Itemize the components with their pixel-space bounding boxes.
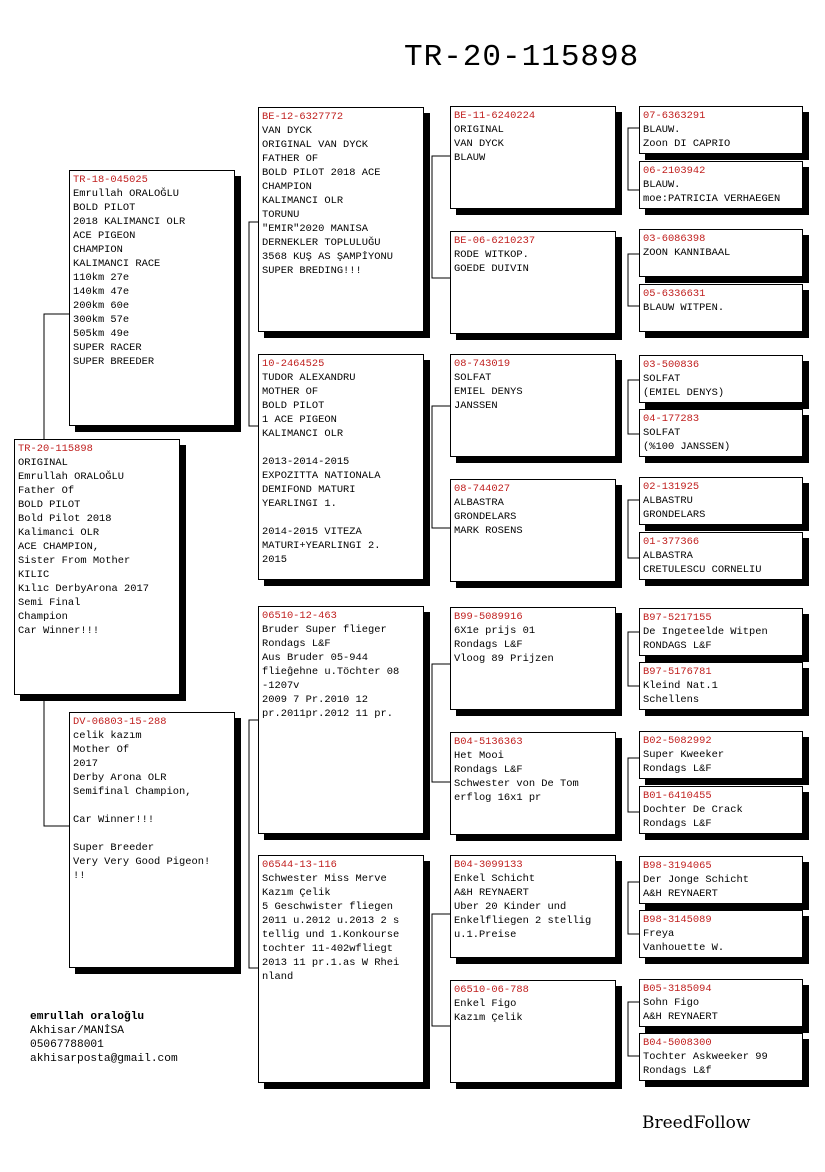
ring-number: 01-377366 xyxy=(643,536,700,548)
great-grandparent-card xyxy=(450,980,616,1083)
ring-number: TR-18-045025 xyxy=(73,174,148,186)
ring-number: B98-3194065 xyxy=(643,860,712,872)
pigeon-info: Tochter Askweeker 99 Rondags L&f xyxy=(643,1051,768,1077)
ancestor-card xyxy=(639,284,803,332)
pigeon-info: ZOON KANNIBAAL xyxy=(643,247,731,259)
grandparent-card xyxy=(258,855,424,1083)
pigeon-info: SOLFAT (%100 JANSSEN) xyxy=(643,427,731,453)
ring-number: B04-5008300 xyxy=(643,1037,712,1049)
ancestor-card xyxy=(639,532,803,580)
pigeon-info: TUDOR ALEXANDRU MOTHER OF BOLD PILOT 1 ACE PIGEON KALIMANCI OLR 2013-2014-2015 EXPOZITTA NATIONALA DEMIFOND MATURI YEARLINGI 1. 2014-2015 VITEZA MATURI+YEARLINGI 2. 2015 xyxy=(262,372,381,566)
dam-card xyxy=(69,712,235,968)
ancestor-card xyxy=(639,608,803,656)
ring-number: 05-6336631 xyxy=(643,288,706,300)
ring-number: 08-744027 xyxy=(454,483,511,495)
ring-number: 03-6086398 xyxy=(643,233,706,245)
ring-number: 06544-13-116 xyxy=(262,859,337,871)
pigeon-info: ALBASTRA GRONDELARS MARK ROSENS xyxy=(454,497,523,537)
pigeon-info: Sohn Figo A&H REYNAERT xyxy=(643,997,718,1023)
pigeon-info: Kleind Nat.1 Schellens xyxy=(643,680,718,706)
pigeon-info: BLAUW. moe:PATRICIA VERHAEGEN xyxy=(643,179,781,205)
ring-number: B01-6410455 xyxy=(643,790,712,802)
pigeon-info: 6X1e prijs 01 Rondags L&F Vloog 89 Prijzen xyxy=(454,625,554,665)
page-title: TR-20-115898 xyxy=(404,40,640,75)
subject-card xyxy=(14,439,180,695)
owner-city: Akhisar/MANİSA xyxy=(30,1025,124,1037)
owner-phone: 05067788001 xyxy=(30,1039,104,1051)
pigeon-info: De Ingeteelde Witpen RONDAGS L&F xyxy=(643,626,768,652)
pigeon-info: Emrullah ORALOĞLU BOLD PILOT 2018 KALIMANCI OLR ACE PIGEON CHAMPION KALIMANCI RACE 110km 27e 140km 47e 200km 60e 300km 57e 505km 49e SUPER RACER SUPER BREEDER xyxy=(73,188,186,368)
great-grandparent-card xyxy=(450,479,616,582)
owner-email: akhisarposta@gmail.com xyxy=(30,1053,178,1065)
ancestor-card xyxy=(639,731,803,779)
ancestor-card xyxy=(639,106,803,154)
ring-number: B99-5089916 xyxy=(454,611,523,623)
ring-number: TR-20-115898 xyxy=(18,443,93,455)
ancestor-card xyxy=(639,355,803,403)
pigeon-info: RODE WITKOP. GOEDE DUIVIN xyxy=(454,249,529,275)
ancestor-card xyxy=(639,910,803,958)
ring-number: BE-06-6210237 xyxy=(454,235,536,247)
pigeon-info: SOLFAT EMIEL DENYS JANSSEN xyxy=(454,372,523,412)
ring-number: B05-3185094 xyxy=(643,983,712,995)
pigeon-info: Schwester Miss Merve Kazım Çelik 5 Geschwister fliegen 2011 u.2012 u.2013 2 s tellig und 1.Konkourse tochter 11-402wfliegt 2013 11 pr.1.as W Rhei nland xyxy=(262,873,400,983)
pigeon-info: Enkel Schicht A&H REYNAERT Uber 20 Kinder und Enkelfliegen 2 stellig u.1.Preise xyxy=(454,873,592,941)
ancestor-card xyxy=(639,786,803,834)
pigeon-info: BLAUW WITPEN. xyxy=(643,302,725,314)
ring-number: 04-177283 xyxy=(643,413,700,425)
ring-number: B98-3145089 xyxy=(643,914,712,926)
ring-number: BE-11-6240224 xyxy=(454,110,536,122)
ring-number: B02-5082992 xyxy=(643,735,712,747)
great-grandparent-card xyxy=(450,354,616,457)
owner-contact xyxy=(30,1010,178,1066)
pigeon-info: SOLFAT (EMIEL DENYS) xyxy=(643,373,725,399)
great-grandparent-card xyxy=(450,607,616,710)
pigeon-info: Freya Vanhouette W. xyxy=(643,928,725,954)
pigeon-info: Enkel Figo Kazım Çelik xyxy=(454,998,523,1024)
ancestor-card xyxy=(639,409,803,457)
pigeon-info: VAN DYCK ORIGINAL VAN DYCK FATHER OF BOLD PILOT 2018 ACE CHAMPION KALIMANCI OLR TORUNU "EMIR"2020 MANISA DERNEKLER TOPLULUĞU 3568 KUŞ AS ŞAMPİYONU SUPER BREDING!!! xyxy=(262,125,393,277)
ancestor-card xyxy=(639,979,803,1027)
ancestor-card xyxy=(639,1033,803,1081)
ring-number: B04-3099133 xyxy=(454,859,523,871)
brand-logo: BreedFollow xyxy=(642,1113,751,1133)
ancestor-card xyxy=(639,161,803,209)
ring-number: 07-6363291 xyxy=(643,110,706,122)
grandparent-card xyxy=(258,107,424,332)
pigeon-info: Der Jonge Schicht A&H REYNAERT xyxy=(643,874,750,900)
great-grandparent-card xyxy=(450,106,616,209)
pigeon-info: Dochter De Crack Rondags L&F xyxy=(643,804,743,830)
ring-number: B97-5217155 xyxy=(643,612,712,624)
ring-number: BE-12-6327772 xyxy=(262,111,344,123)
pigeon-info: Bruder Super flieger Rondags L&F Aus Bruder 05-944 flieĝehne u.Töchter 08 -1207v 2009 7 Pr.2010 12 pr.2011pr.2012 11 pr. xyxy=(262,624,400,720)
ring-number: 06-2103942 xyxy=(643,165,706,177)
ring-number: 06510-06-788 xyxy=(454,984,529,996)
ring-number: 10-2464525 xyxy=(262,358,325,370)
pigeon-info: ORIGINAL Emrullah ORALOĞLU Father Of BOLD PILOT Bold Pilot 2018 Kalimanci OLR ACE CHAMPION, Sister From Mother KILIC Kılıc DerbyArona 2017 Semi Final Champion Car Winner!!! xyxy=(18,457,149,637)
ring-number: B04-5136363 xyxy=(454,736,523,748)
ring-number: 03-500836 xyxy=(643,359,700,371)
ring-number: 06510-12-463 xyxy=(262,610,337,622)
ancestor-card xyxy=(639,229,803,277)
ring-number: B97-5176781 xyxy=(643,666,712,678)
ring-number: 08-743019 xyxy=(454,358,511,370)
pigeon-info: ALBASTRU GRONDELARS xyxy=(643,495,706,521)
pigeon-info: BLAUW. Zoon DI CAPRIO xyxy=(643,124,731,150)
ancestor-card xyxy=(639,477,803,525)
great-grandparent-card xyxy=(450,732,616,835)
sire-card xyxy=(69,170,235,426)
ring-number: DV-06803-15-288 xyxy=(73,716,167,728)
ancestor-card xyxy=(639,856,803,904)
pigeon-info: ALBASTRA CRETULESCU CORNELIU xyxy=(643,550,762,576)
pigeon-info: Het Mooi Rondags L&F Schwester von De Tom erflog 16x1 pr xyxy=(454,750,579,804)
pigeon-info: celik kazım Mother Of 2017 Derby Arona OLR Semifinal Champion, Car Winner!!! Super Breeder Very Very Good Pigeon! !! xyxy=(73,730,211,882)
pigeon-info: Super Kweeker Rondags L&F xyxy=(643,749,725,775)
owner-name: emrullah oraloğlu xyxy=(30,1011,145,1023)
great-grandparent-card xyxy=(450,231,616,334)
great-grandparent-card xyxy=(450,855,616,958)
grandparent-card xyxy=(258,606,424,834)
ancestor-card xyxy=(639,662,803,710)
grandparent-card xyxy=(258,354,424,580)
ring-number: 02-131925 xyxy=(643,481,700,493)
pigeon-info: ORIGINAL VAN DYCK BLAUW xyxy=(454,124,504,164)
